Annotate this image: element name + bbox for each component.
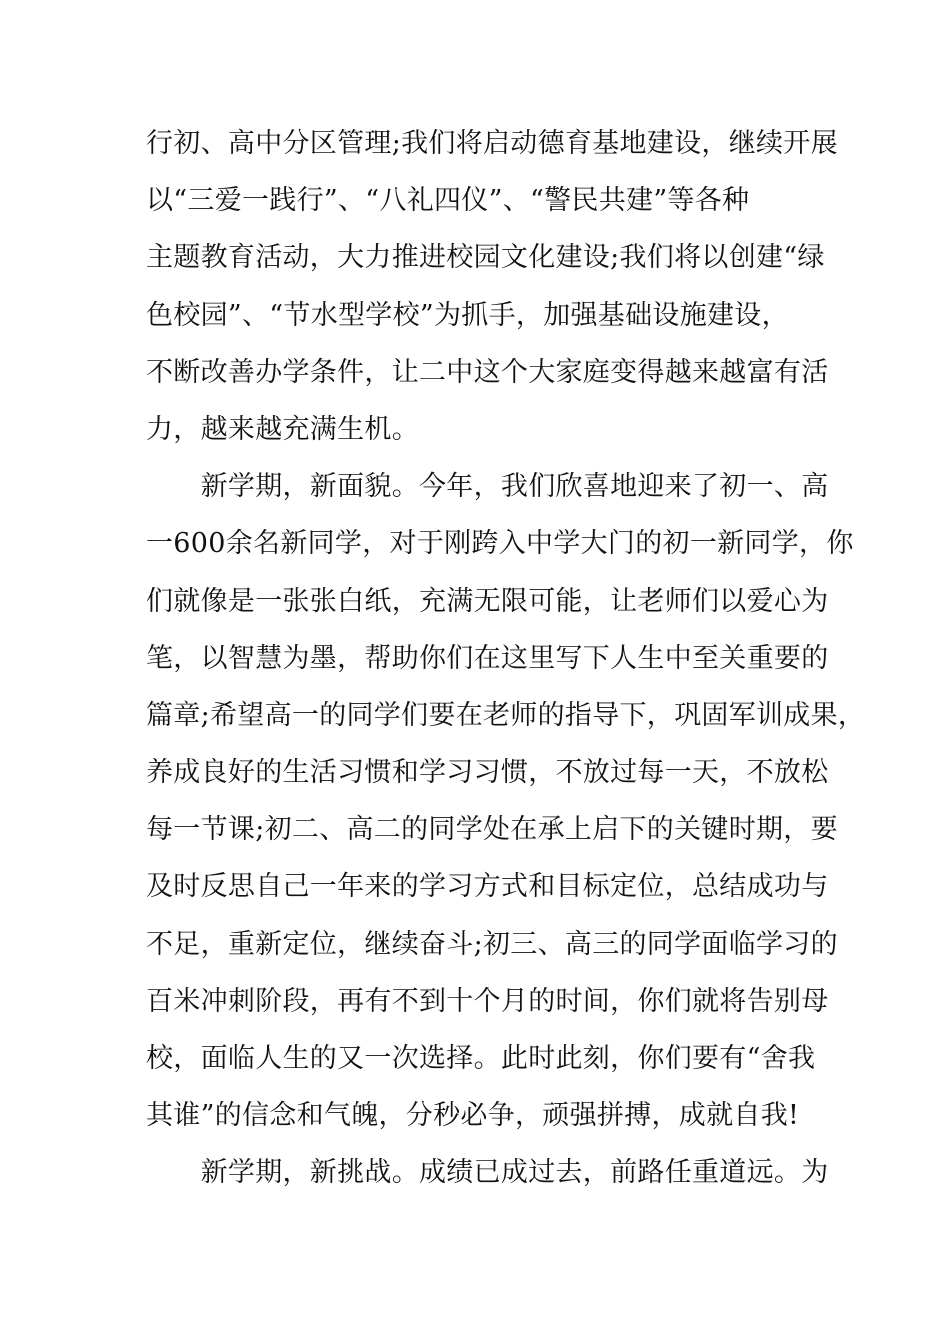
text-line: 百米冲刺阶段，再有不到十个月的时间，你们就将告别母	[146, 985, 829, 1017]
text-line: 不足，重新定位，继续奋斗;初三、高三的同学面临学习的	[146, 928, 838, 960]
text-line: 新学期，新挑战。成绩已成过去，前路任重道远。为	[146, 1157, 829, 1189]
text-line: 笔，以智慧为墨，帮助你们在这里写下人生中至关重要的	[146, 642, 829, 674]
text-line: 以“三爱一践行”、“八礼四仪”、“警民共建”等各种	[146, 185, 750, 217]
text-line: 行初、高中分区管理;我们将启动德育基地建设，继续开展	[146, 128, 838, 159]
text-line: 们就像是一张张白纸，充满无限可能，让老师们以爱心为	[146, 585, 829, 617]
text-line: 及时反思自己一年来的学习方式和目标定位，总结成功与	[146, 871, 829, 903]
text-line: 一600余名新同学，对于刚跨入中学大门的初一新同学，你	[146, 528, 854, 560]
text-line: 新学期，新面貌。今年，我们欣喜地迎来了初一、高	[146, 471, 829, 503]
text-line: 每一节课;初二、高二的同学处在承上启下的关键时期，要	[146, 814, 838, 846]
text-line: 其谁”的信念和气魄，分秒必争，顽强拼搏，成就自我!	[146, 1100, 800, 1132]
text-line: 主题教育活动，大力推进校园文化建设;我们将以创建“绿	[146, 242, 825, 274]
text-line: 不断改善办学条件，让二中这个大家庭变得越来越富有活	[146, 356, 829, 388]
text-line: 篇章;希望高一的同学们要在老师的指导下，巩固军训成果，	[146, 699, 866, 731]
text-line: 养成良好的生活习惯和学习习惯，不放过每一天，不放松	[146, 757, 829, 789]
text-line: 力，越来越充满生机。	[146, 413, 419, 445]
document-body	[146, 115, 866, 1202]
text-line: 色校园”、“节水型学校”为抓手，加强基础设施建设，	[146, 299, 789, 331]
text-line: 校，面临人生的又一次选择。此时此刻，你们要有“舍我	[146, 1043, 816, 1074]
